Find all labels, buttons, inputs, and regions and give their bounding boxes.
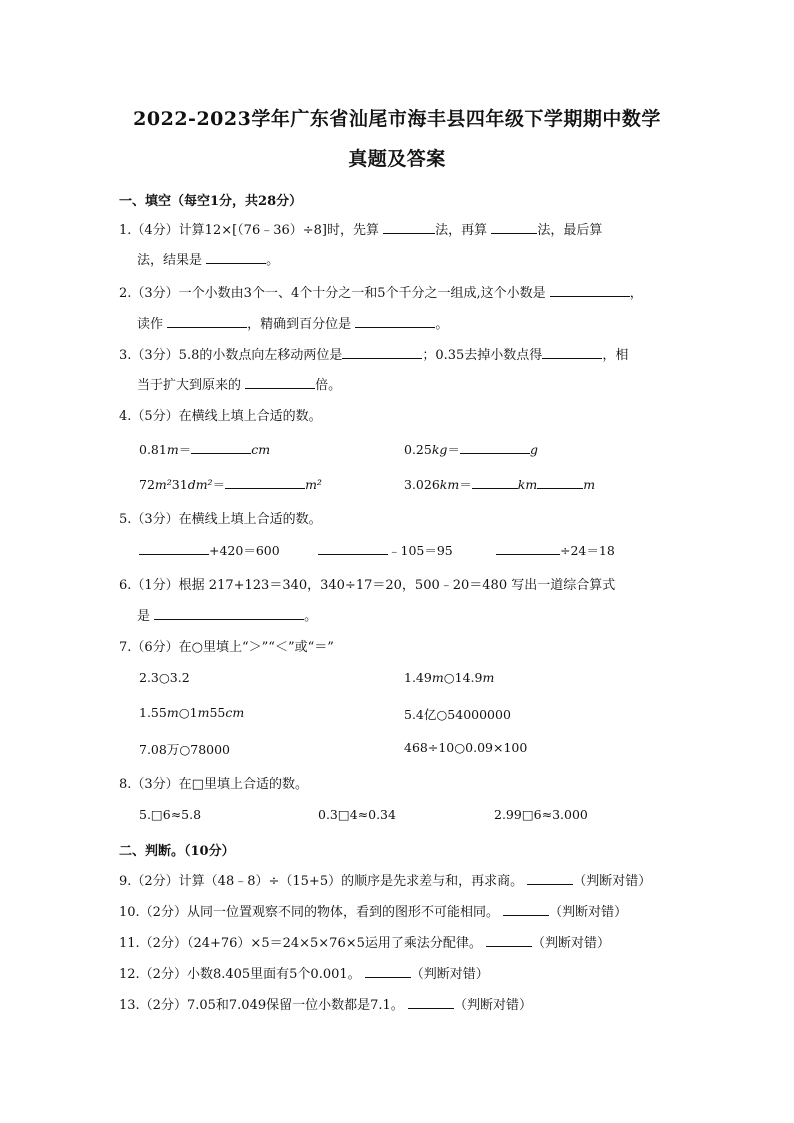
q8-item-1: 5.□6≈5.8 (139, 807, 202, 822)
question-11: 11.（2分）（24+76）×5＝24×5×76×5运用了乘法分配律。 （判断对错） (119, 936, 611, 951)
q8-item-2: 0.3□4≈0.34 (318, 807, 396, 822)
section-heading-judge: 二、判断。（10分） (119, 844, 235, 859)
question-7: 7.（6分）在○里填上“＞”“＜”或“＝” (119, 640, 334, 655)
answer-blank[interactable] (537, 476, 583, 489)
question-2-cont: 读作 ，精确到百分位是 。 (137, 317, 449, 332)
answer-blank[interactable] (318, 542, 388, 555)
q5-eq-2: ﹣105＝95 (318, 541, 453, 559)
page-subtitle: 真题及答案 (348, 148, 446, 170)
answer-blank[interactable] (167, 315, 247, 328)
q7-compare-5: 7.08万○78000 (139, 742, 231, 757)
question-6: 6.（1分）根据 217+123＝340，340÷17＝20，500﹣20＝480 写出一道综合算式 (119, 578, 616, 593)
page-title: 2022-2023学年广东省汕尾市海丰县四年级下学期期中数学 (133, 108, 661, 130)
question-2: 2.（3分）一个小数由3个一、4个十分之一和5个千分之一组成,这个小数是 ， (119, 286, 643, 301)
answer-blank[interactable] (383, 221, 435, 234)
answer-blank[interactable] (206, 251, 266, 264)
answer-blank[interactable] (496, 542, 560, 555)
answer-blank[interactable] (527, 872, 573, 885)
q8-item-3: 2.99□6≈3.000 (494, 807, 588, 822)
question-12: 12.（2分）小数8.405里面有5个0.001。 （判断对错） (119, 967, 489, 982)
question-10: 10.（2分）从同一位置观察不同的物体，看到的图形不可能相同。 （判断对错） (119, 905, 628, 920)
q4-item-1: 0.81m＝ cm (139, 442, 271, 457)
q7-compare-1: 2.3○3.2 (139, 670, 190, 685)
answer-blank[interactable] (408, 996, 454, 1009)
question-6-cont: 是 。 (137, 609, 318, 624)
answer-blank[interactable] (355, 315, 435, 328)
answer-blank[interactable] (550, 284, 630, 297)
q7-compare-4: 5.4亿○54000000 (404, 707, 511, 722)
answer-blank[interactable] (472, 476, 518, 489)
q4-item-3: 72m²31dm²＝ m² (139, 477, 322, 492)
q7-compare-2: 1.49m○14.9m (404, 670, 495, 685)
answer-blank[interactable] (486, 934, 532, 947)
question-3: 3.（3分）5.8的小数点向左移动两位是 ；0.35去掉小数点得 ，相 (119, 348, 629, 363)
question-3-cont: 当于扩大到原来的 倍。 (137, 378, 342, 393)
q4-item-4: 3.026km＝ km m (404, 477, 596, 492)
section-heading-fill-in: 一、填空（每空1分，共28分） (119, 194, 303, 209)
question-8: 8.（3分）在□里填上合适的数。 (119, 777, 308, 792)
question-1: 1.（4分）计算12×[（76﹣36）÷8]时，先算 法，再算 法，最后算 (119, 223, 603, 238)
answer-blank[interactable] (365, 965, 411, 978)
answer-blank[interactable] (460, 441, 530, 454)
answer-blank[interactable] (191, 441, 251, 454)
q4-item-2: 0.25kg＝ g (404, 442, 538, 457)
q5-eq-3: ÷24＝18 (496, 541, 615, 559)
answer-blank[interactable] (245, 376, 315, 389)
question-13: 13.（2分）7.05和7.049保留一位小数都是7.1。 （判断对错） (119, 998, 532, 1013)
question-4: 4.（5分）在横线上填上合适的数。 (119, 409, 322, 424)
answer-blank[interactable] (542, 346, 602, 359)
answer-blank[interactable] (225, 476, 305, 489)
q7-compare-3: 1.55m○1m55cm (139, 705, 245, 720)
q5-eq-1: +420＝600 (139, 541, 280, 559)
answer-blank[interactable] (503, 903, 549, 916)
answer-blank[interactable] (491, 221, 537, 234)
answer-blank[interactable] (139, 542, 209, 555)
q7-compare-6: 468÷10○0.09×100 (404, 740, 528, 755)
question-1-cont: 法，结果是 。 (137, 253, 280, 268)
question-9: 9.（2分）计算（48﹣8）÷（15+5）的顺序是先求差与和，再求商。 （判断对错） (119, 874, 652, 889)
question-5: 5.（3分）在横线上填上合适的数。 (119, 512, 322, 527)
answer-blank[interactable] (342, 346, 422, 359)
answer-blank[interactable] (154, 607, 304, 620)
